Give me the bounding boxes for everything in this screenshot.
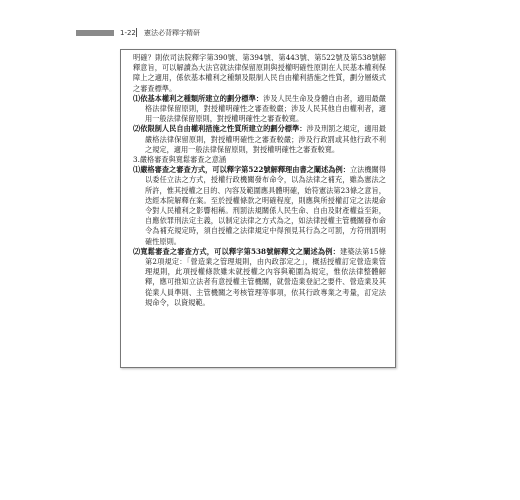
item-2-label: ⑵依限制人民自由權利措施之性質所建立的劃分標準： [133, 124, 307, 134]
sub-item-2-label: ⑵寬鬆審查之審查方式，可以釋字第538號解釋文之闡述為例： [133, 246, 340, 256]
item-1-label: ⑴依基本權利之種類所建立的劃分標準： [133, 93, 264, 103]
sub-item-2-text: 建築法第15條第2項規定：「營造業之管理規則，由內政部定之」，概括授權訂定營造業管理規則，此項授權條款雖未就授權之內容與範圍為規定，惟依法律整體解釋，應可推知立法者有意授權主管機關，就營造業登記之要件、營造業及其從業人員準則、主管機關之考核管理等事項，依其行政專業之考量，訂定法規命令，以資規範。 [145, 246, 386, 307]
sub-item-1 [133, 165, 386, 247]
item-1-text: 涉及人民生命及身體自由者，適用最嚴格法律保留原則，對授權明確性之審查較嚴；涉及人民其他自由權利者，適用一般法律保留原則，對授權明確性之審查較寬。 [145, 93, 386, 124]
section-3-heading: 3.嚴格審查與寬鬆審查之意涵 [133, 155, 227, 165]
sub-item-1-label: ⑴嚴格審查之審查方式，可以釋字第522號解釋理由書之闡述為例： [133, 165, 350, 175]
page-number: 1-22 [120, 29, 136, 37]
book-title: 憲法必背釋字精研 [144, 29, 200, 37]
item-1 [133, 94, 386, 125]
sub-item-2 [133, 247, 386, 308]
header-bar [76, 30, 114, 36]
document-page [120, 49, 396, 368]
page-header [0, 26, 520, 40]
intro-paragraph: 明確？則依司法院釋字第390號、第394號、第443號、第522號及第538號解釋意旨，可以解讀為大法官就法律保留原則與授權明確性原則在人民基本權利保障上之適用，係依基本權利之種類及限制人民自由權利措施之性質，劃分層級式之審查標準。 [133, 53, 386, 93]
sub-item-1-text: 立法機關得以委任立法之方式，授權行政機關發布命令，以為法律之補充，雖為憲法之所許，惟其授權之目的、內容及範圍應具體明確，始符憲法第23條之意旨，迭經本院解釋在案。至於授權條款之明確程度，則應與所授權訂定之法規命令對人民權利之影響相稱。刑罰法規關係人民生命、自由及財產權益至鉅，自應依罪刑法定主義，以制定法律之方式為之，如法律授權主管機關發布命令為補充規定時，須自授權之法律規定中得預見其行為之可罰，方符刑罰明確性原則。 [145, 165, 386, 246]
header-divider [136, 28, 137, 37]
item-2-text: 涉及刑罰之規定，適用最嚴格法律保留原則，對授權明確性之審查較嚴；涉及行政罰或其他行政不利之規定，適用一般法律保留原則，對授權明確性之審查較寬。 [145, 124, 386, 154]
item-2 [133, 124, 386, 155]
